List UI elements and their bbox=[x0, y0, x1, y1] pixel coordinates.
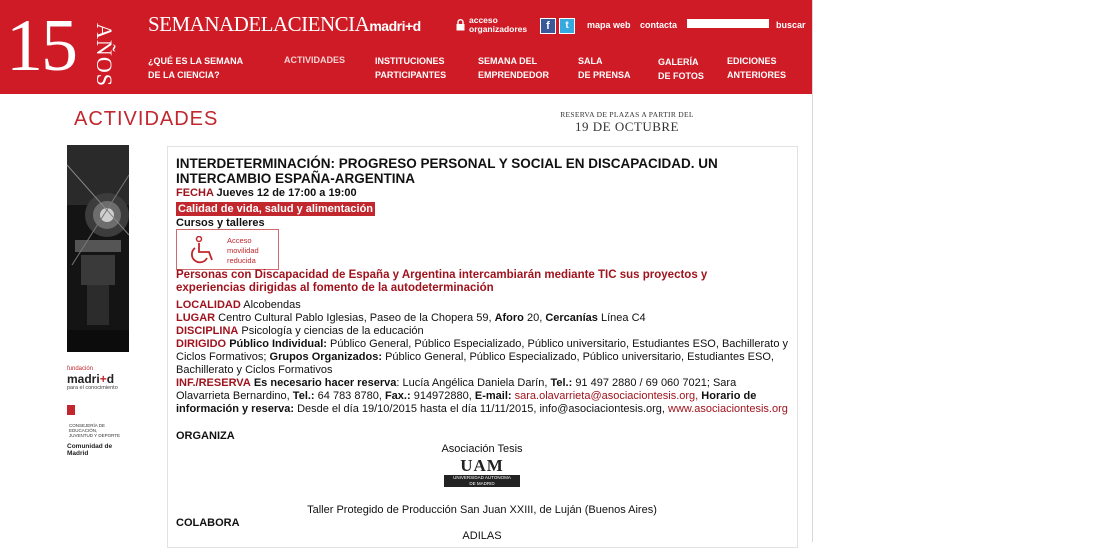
organizer-1: Asociación Tesis bbox=[441, 443, 523, 455]
reserva-line2: 19 DE OCTUBRE bbox=[575, 119, 679, 134]
anniversary-word-box bbox=[90, 14, 120, 92]
page-title: ACTIVIDADES bbox=[74, 108, 219, 130]
comunidad-label: Comunidad de Madrid bbox=[67, 443, 113, 457]
inf-reserva-row bbox=[176, 377, 788, 416]
publico-individual-label: Público Individual: bbox=[229, 338, 327, 350]
access-text: Acceso movilidad reducida bbox=[227, 236, 259, 265]
reserva-contact: : Lucía Angélica Daniela Darín, bbox=[396, 377, 548, 389]
reserva-line1: RESERVA DE PLAZAS A PARTIR DEL bbox=[560, 110, 694, 119]
telescope-photo bbox=[67, 145, 129, 352]
collaborator-1: ADILAS bbox=[462, 530, 502, 542]
tel2-value: 64 783 8780, bbox=[317, 390, 382, 402]
fecha-value: Jueves 12 de 17:00 a 19:00 bbox=[216, 187, 357, 199]
grupos-label: Grupos Organizados: bbox=[269, 351, 382, 363]
wheelchair-icon bbox=[187, 236, 219, 264]
mapa-web-link[interactable]: mapa web bbox=[587, 20, 631, 30]
cercanias-label: Cercanías bbox=[545, 312, 598, 324]
dirigido-row bbox=[176, 338, 788, 377]
nav-ediciones[interactable]: EDICIONES ANTERIORES bbox=[727, 56, 787, 80]
twitter-icon[interactable]: t bbox=[559, 18, 575, 34]
nav-instituciones[interactable]: INSTITUCIONES PARTICIPANTES bbox=[375, 56, 447, 80]
tel-value: 91 497 2880 / 69 060 7021; bbox=[575, 377, 710, 389]
fax-value: 914972880, bbox=[413, 390, 472, 402]
email-link[interactable]: sara.olavarrieta@asociaciontesis.org, bbox=[514, 390, 699, 402]
side-photo bbox=[67, 145, 129, 352]
localidad-label: LOCALIDAD bbox=[176, 299, 241, 311]
horario-value: Desde el día 19/10/2015 hasta el día 11/11/2015, info@asociaciontesis.org, bbox=[297, 403, 665, 415]
dirigido-label: DIRIGIDO bbox=[176, 338, 227, 350]
comunidad-small-text: CONSEJERÍA DE EDUCACIÓN, JUVENTUD Y DEPORTE bbox=[69, 423, 121, 438]
aforo-value: 20, bbox=[526, 312, 543, 324]
localidad-value: Alcobendas bbox=[243, 299, 301, 311]
horario-label: Horario de información y reserva: bbox=[176, 390, 757, 415]
aforo-label: Aforo bbox=[494, 312, 524, 324]
uam-subtitle: UNIVERSIDAD AUTONOMA DE MADRID bbox=[444, 475, 520, 487]
comunidad-madrid-logo[interactable] bbox=[67, 405, 133, 457]
contacta-link[interactable]: contacta bbox=[640, 20, 678, 30]
fecha-label: FECHA bbox=[176, 187, 214, 199]
disciplina-value: Psicología y ciencias de la educación bbox=[241, 325, 424, 337]
contact2-value: Sara Olavarrieta Bernardino, bbox=[176, 377, 737, 402]
anniversary-number: 15 bbox=[6, 5, 76, 87]
fundacion-madrid-logo[interactable] bbox=[67, 366, 133, 396]
category-badge[interactable]: Calidad de vida, salud y alimentación bbox=[178, 203, 374, 215]
reserva-notice bbox=[560, 110, 694, 135]
publico-individual-value: Público General, Público Especializado, Público universitario, Estudiantes ESO, Bachillerato y Ciclos Formativos; bbox=[176, 338, 788, 363]
logo-text: SEMANADELACIENCIA bbox=[148, 12, 370, 36]
email-label: E-mail: bbox=[474, 390, 512, 402]
nav-emprendedor[interactable]: SEMANA DEL EMPRENDEDOR bbox=[478, 56, 550, 80]
search-button[interactable]: buscar bbox=[776, 20, 806, 30]
grupos-value: Público General, Público Especializado, Público universitario, Estudiantes ESO, Bachillerato y Ciclos Formativos bbox=[176, 351, 774, 376]
fundacion-label: fundación bbox=[67, 366, 94, 372]
fundacion-tagline: para el conocimiento bbox=[67, 385, 118, 391]
access-badge bbox=[176, 229, 279, 270]
uam-logo bbox=[442, 458, 522, 490]
disciplina-row bbox=[176, 325, 788, 338]
inf-reserva-label: INF./RESERVA bbox=[176, 377, 251, 389]
comunidad-flag-icon bbox=[67, 405, 75, 415]
colabora-label: COLABORA bbox=[176, 517, 240, 529]
tel2-label: Tel.: bbox=[292, 390, 315, 402]
organizer-2: Taller Protegido de Producción San Juan XXIII, de Luján (Buenos Aires) bbox=[307, 504, 657, 516]
madrid-wordmark: madri+d bbox=[67, 372, 115, 386]
nav-actividades[interactable]: ACTIVIDADES bbox=[284, 55, 346, 65]
anniversary-word: AÑOS bbox=[91, 23, 117, 87]
acceso-organizadores-link[interactable]: acceso organizadores bbox=[469, 15, 528, 34]
event-title: INTERDETERMINACIÓN: PROGRESO PERSONAL Y SOCIAL EN DISCAPACIDAD. UN INTERCAMBIO ESPAÑA-ARGENTINA bbox=[176, 156, 718, 186]
lugar-label: LUGAR bbox=[176, 312, 216, 324]
tel-label: Tel.: bbox=[550, 377, 573, 389]
facebook-icon[interactable]: f bbox=[540, 18, 556, 34]
site-logo[interactable] bbox=[148, 12, 421, 37]
nav-sala-prensa[interactable]: SALA DE PRENSA bbox=[578, 56, 631, 80]
lugar-value: Centro Cultural Pablo Iglesias, Paseo de la Chopera 59, bbox=[218, 312, 492, 324]
nav-galeria[interactable]: GALERÍA DE FOTOS bbox=[658, 57, 704, 81]
disciplina-label: DISCIPLINA bbox=[176, 325, 239, 337]
reserva-required-label: Es necesario hacer reserva bbox=[253, 377, 397, 389]
uam-wordmark: UAM bbox=[460, 456, 504, 475]
fax-label: Fax.: bbox=[384, 390, 411, 402]
search-input[interactable] bbox=[687, 19, 769, 28]
website-link[interactable]: www.asociaciontesis.org bbox=[668, 403, 788, 415]
nav-que-es[interactable]: ¿QUÉ ES LA SEMANA DE LA CIENCIA? bbox=[148, 56, 244, 80]
cercanias-value: Línea C4 bbox=[600, 312, 646, 324]
logo-city: madri+d bbox=[369, 18, 421, 34]
lock-icon bbox=[456, 19, 465, 31]
event-description: Personas con Discapacidad de España y Argentina intercambiarán mediante TIC sus proyectos y experiencias dirigidas al fomento de la autodeterminación bbox=[176, 269, 708, 294]
fecha-row bbox=[176, 187, 788, 200]
organiza-label: ORGANIZA bbox=[176, 430, 235, 442]
localidad-row bbox=[176, 299, 788, 312]
lugar-row bbox=[176, 312, 788, 325]
header-bar bbox=[0, 0, 812, 94]
event-type[interactable]: Cursos y talleres bbox=[176, 217, 265, 229]
